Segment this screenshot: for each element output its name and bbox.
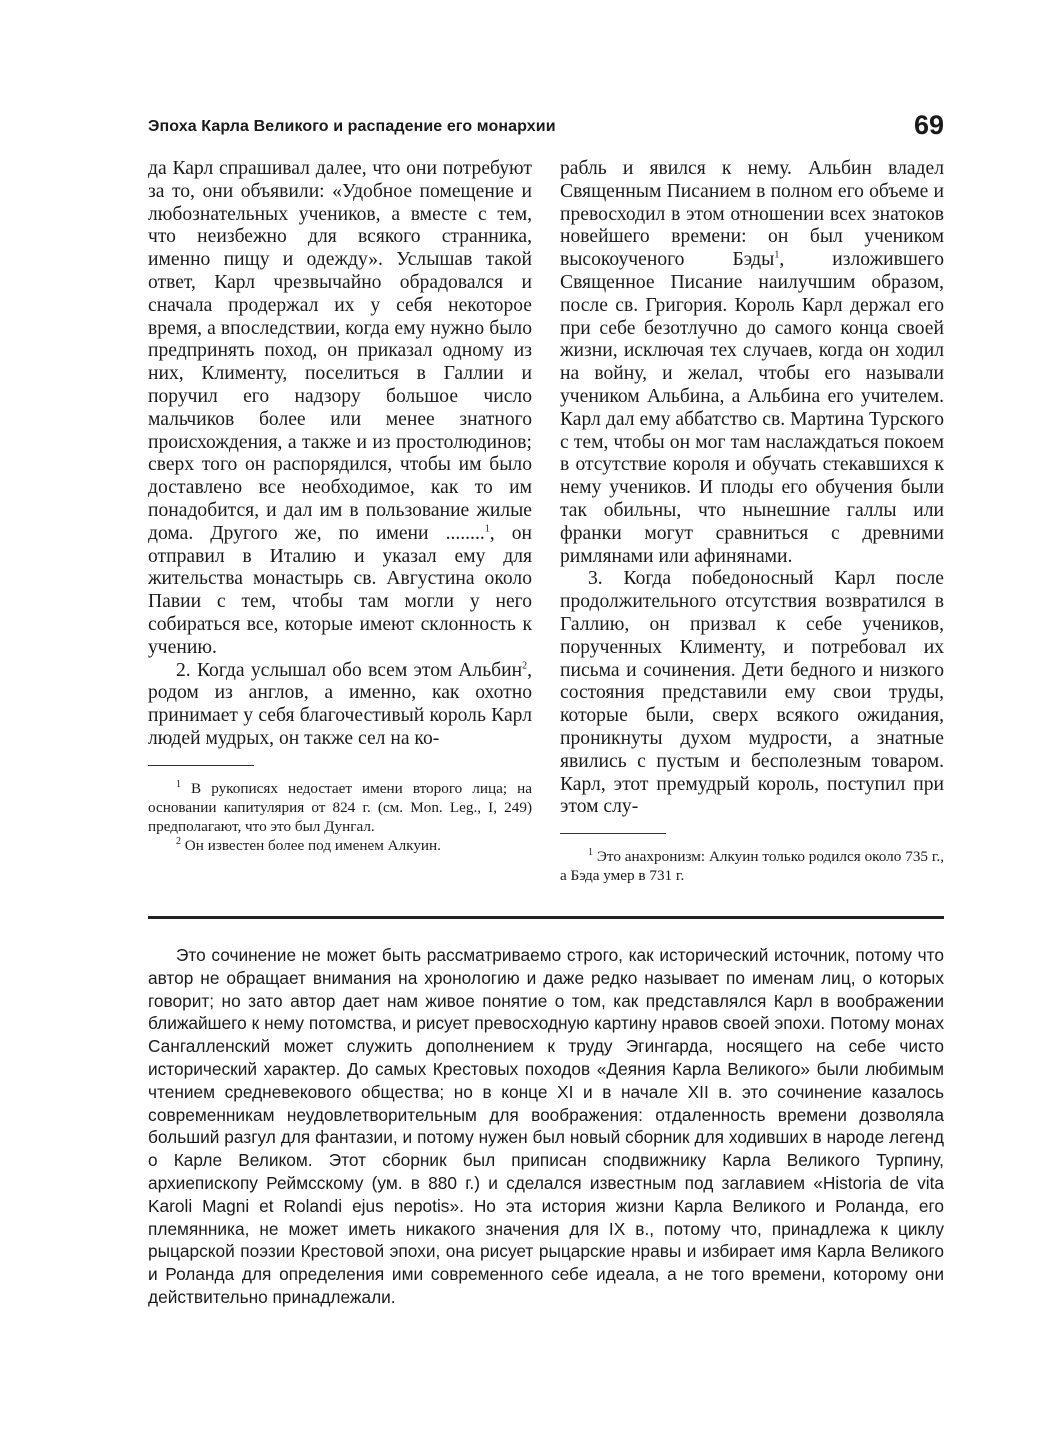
- footnote-divider-left: [148, 765, 254, 766]
- commentary-block: [148, 944, 944, 1309]
- footnote-number: 1: [588, 846, 593, 858]
- left-footnote-2: [148, 836, 532, 855]
- left-p2-tail: , родом из англов, а именно, как охотно принимает у себя благочестивый король Карл людей мудрых, он также сел на ко-: [148, 659, 532, 749]
- footnote-ref: 2: [522, 660, 528, 671]
- footnote-number: 1: [176, 778, 181, 790]
- running-header: [148, 110, 944, 148]
- left-p1-text: да Карл спрашивал далее, что они потребуют за то, они объявили: «Удобное помещение и любознательных учеников, а вместе с тем, что неизбежно для всякого странника, именно пищу и одежду». Услышав такой ответ, Карл чрезвычайно обрадовался и сначала продержал их у себя некоторое время, а впоследствии, когда ему нужно было предпринять поход, он приказал одному из них, Клименту, поселиться в Галлии и поручил его надзору большое число мальчиков более или менее знатного происхождения, а также и из простолюдинов; сверх того он распорядился, чтобы им было доставлено все необходимое, как то им понадобится, и дал им в пользование жилые дома. Другого же, по имени ........: [148, 158, 532, 544]
- right-paragraph-1: [560, 158, 944, 568]
- left-footnote-1: [148, 779, 532, 836]
- left-footnotes: [148, 779, 532, 855]
- left-paragraph-1: [148, 158, 532, 660]
- right-footnote-1: [560, 847, 944, 885]
- left-paragraph-2: [148, 660, 532, 751]
- left-footnote-2-text: Он известен более под именем Алкуин.: [181, 837, 441, 854]
- right-paragraph-2: 3. Когда победоносный Карл после продолжительного отсутствия возвратился в Галлию, он призвал к себе учеников, порученных Клименту, и потребовал их письма и сочинения. Дети бедного и низкого состояния представили ему свои труды, которые были, сверх всякого ожидания, проникнуты духом мудрости, а знатные явились с пустым и бесполезным товаром. Карл, этот премудрый король, поступил при этом слу-: [560, 568, 944, 818]
- footnote-ref: 1: [774, 249, 780, 261]
- left-footnote-1-text: В рукописях недостает имени второго лица; на основании капитулярия от 824 г. (см. Mon. Leg., I, 249) предполагают, что это был Дунгал.: [148, 780, 532, 835]
- left-p2-head: 2. Когда услышал обо всем этом Альбин: [176, 659, 523, 681]
- left-column: [148, 158, 532, 751]
- right-column: [560, 158, 944, 819]
- footnote-ref: 1: [484, 523, 490, 535]
- section-divider: [148, 916, 944, 919]
- right-footnotes: [560, 847, 944, 885]
- left-p1-tail: , он отправил в Италию и указал ему для жительства монастырь св. Августина около Павии с тем, чтобы там могли у него собираться все, которые имеют склонность к учению.: [148, 522, 532, 658]
- footnote-divider-right: [560, 833, 666, 834]
- commentary-paragraph: Это сочинение не может быть рассматриваемо строго, как исторический источник, потому что автор не обращает внимания на хронологию и даже редко называет по именам лиц, о которых говорит; но зато автор дает нам живое понятие о том, как представлялся Карл в воображении ближайшего к нему потомства, и рисует превосходную картину нравов своей эпохи. Потому монах Сангалленский может служить дополнением к труду Эгингарда, носящего на себе чисто исторический характер. До самых Крестовых походов «Деяния Карла Великого» были любимым чтением средневекового общества; но в конце XI и в начале XII в. это сочинение казалось современникам неудовлетворительным для воображения: отдаленность времени дозволяла больший разгул для фантазии, и потому нужен был новый сборник для ходивших в народе легенд о Карле Великом. Этот сборник был приписан сподвижнику Карла Великого Турпину, архиепископу Реймсскому (ум. в 880 г.) и сделался известным под заглавием «Historia de vita Karoli Magni et Rolandi ejus nepotis». Но эта история жизни Карла Великого и Роланда, его племянника, не может иметь никакого значения для IX в., потому что, принадлежа к циклу рыцарской поэзии Крестовой эпохи, она рисует рыцарские нравы и избирает имя Карла Великого и Роланда для определения ими современного себе идеала, а не того времени, которому они действительно принадлежали.: [148, 945, 944, 1307]
- footnote-number: 2: [176, 835, 181, 847]
- running-title: Эпоха Карла Великого и распадение его монархии: [148, 118, 556, 135]
- right-p1-head: рабль и явился к нему. Альбин владел Священным Писанием в полном его объеме и превосходил в этом отношении всех знатоков новейшего времени: он был учеником высокоученого Бэды: [560, 158, 944, 271]
- page-number: 69: [913, 110, 944, 140]
- right-footnote-1-text: Это анахронизм: Алкуин только родился около 735 г., а Бэда умер в 731 г.: [560, 848, 944, 884]
- right-p1-tail: , изложившего Священное Писание наилучшим образом, после св. Григория. Король Карл держал его при себе безотлучно до самого конца своей жизни, исключая тех случаев, когда он ходил на войну, и желал, чтобы его называли учеником Альбина, а Альбина его учителем. Карл дал ему аббатство св. Мартина Турского с тем, чтобы он мог там наслаждаться покоем в отсутствие короля и обучать стекавшихся к нему учеников. И плоды его обучения были так обильны, что нынешние галлы или франки могут сравниться с древними римлянами или афинянами.: [560, 249, 944, 567]
